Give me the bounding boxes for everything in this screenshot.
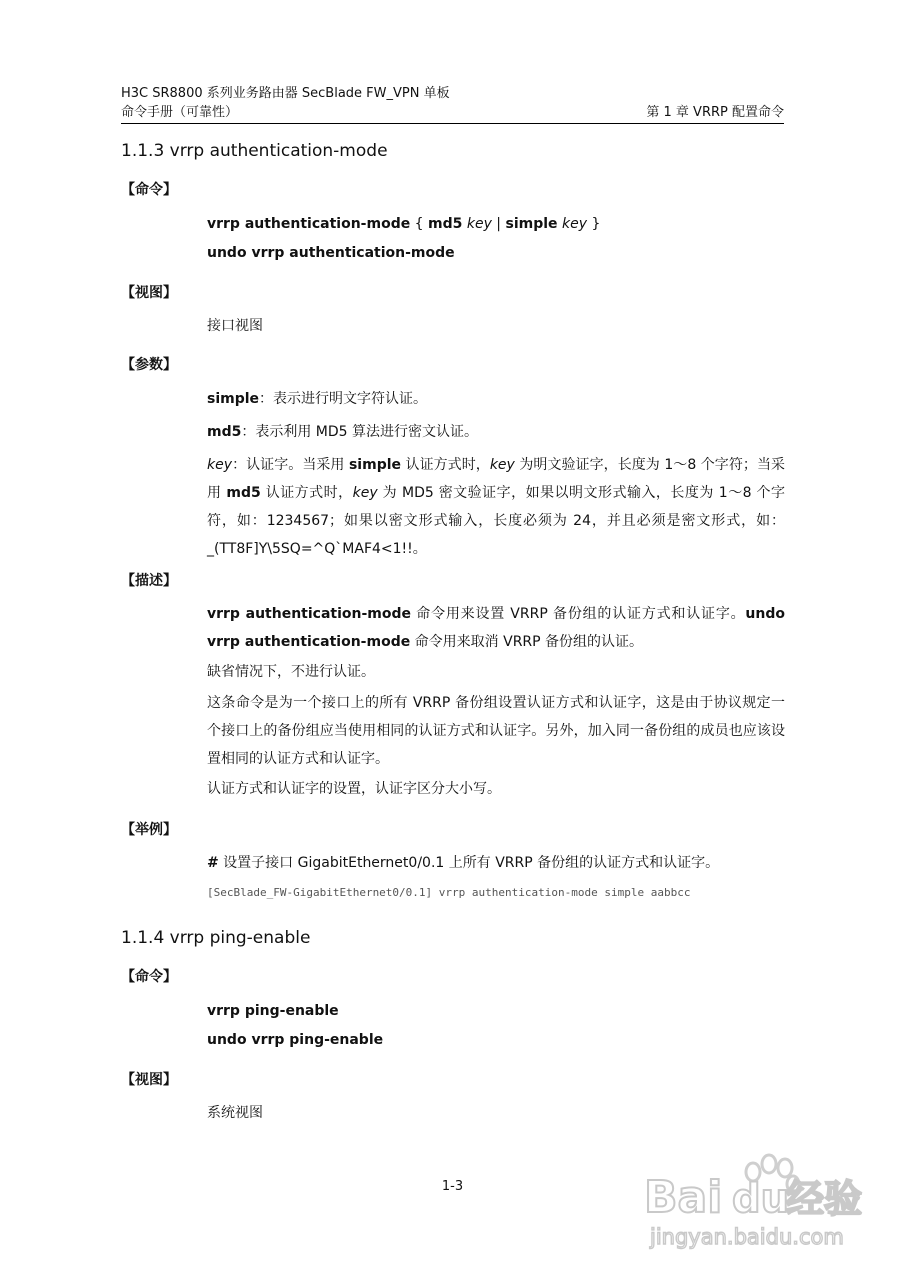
inline-keyword: undo vrrp authentication-mode xyxy=(207,606,785,650)
view-text: 系统视图 xyxy=(207,1105,263,1121)
param-key xyxy=(207,451,785,563)
baidu-watermark-logo xyxy=(636,1140,876,1260)
syntax-punct: | xyxy=(491,216,506,232)
header-divider xyxy=(121,123,784,124)
param-desc: 为 MD5 密文验证字，如果以明文形式输入，长度为 1～8 个字符，如：1234567；如果以密文形式输入，长度必须为 24，并且必须是密文形式，如：_(TT8F]Y\5SQ=^Q`MAF4<1!!。 xyxy=(207,485,785,557)
comment-text: 设置子接口 GigabitEthernet0/0.1 上所有 VRRP 备份组的认证方式和认证字。 xyxy=(218,855,720,871)
description-label: 【描述】 xyxy=(121,573,177,589)
watermark-brand-du: du xyxy=(732,1176,790,1222)
undo-command: undo vrrp ping-enable xyxy=(207,1032,384,1048)
param-desc: ：表示利用 MD5 算法进行密文认证。 xyxy=(241,424,479,440)
example-label: 【举例】 xyxy=(121,822,177,838)
header-chapter: 第 1 章 VRRP 配置命令 xyxy=(646,105,784,120)
view-text: 接口视图 xyxy=(207,318,263,334)
example-comment xyxy=(207,853,785,873)
key-argument: key xyxy=(561,216,587,232)
command-label: 【命令】 xyxy=(121,182,177,198)
param-desc: 认证方式时， xyxy=(401,457,490,473)
md5-keyword: md5 xyxy=(428,216,463,232)
inline-keyword: key xyxy=(489,457,515,473)
undo-command: undo vrrp authentication-mode xyxy=(207,245,455,261)
description-para-3: 这条命令是为一个接口上的所有 VRRP 备份组设置认证方式和认证字，这是由于协议规定一个接口上的备份组应当使用相同的认证方式和认证字。另外，加入同一备份组的成员也应该设置相同的认证方式和认证字。 xyxy=(207,695,785,767)
header-title: H3C SR8800 系列业务路由器 SecBlade FW_VPN 单板 xyxy=(121,86,450,101)
view-label: 【视图】 xyxy=(121,1072,177,1088)
param-keyword: simple xyxy=(207,391,260,407)
param-desc: 为明文验证字，长度为 1～8 个字符；当采用 xyxy=(207,457,786,501)
simple-keyword: simple xyxy=(505,216,558,232)
param-simple xyxy=(207,389,785,409)
watermark-brand-latin: Bai xyxy=(644,1172,723,1223)
watermark-brand-cn: 经验 xyxy=(786,1177,863,1221)
param-md5 xyxy=(207,422,785,442)
watermark-url: jingyan.baidu.com xyxy=(650,1225,844,1249)
param-keyword: key xyxy=(207,457,233,473)
desc-text: 命令用来设置 VRRP 备份组的认证方式和认证字。 xyxy=(411,606,746,622)
inline-keyword: key xyxy=(352,485,378,501)
section-heading-1-1-4: 1.1.4 vrrp ping-enable xyxy=(121,928,311,948)
inline-keyword: vrrp authentication-mode xyxy=(207,606,412,622)
param-desc: ：认证字。当采用 xyxy=(232,457,349,473)
key-argument: key xyxy=(466,216,492,232)
view-label: 【视图】 xyxy=(121,285,177,301)
page-number: 1-3 xyxy=(441,1179,464,1194)
command-syntax xyxy=(207,214,785,234)
command-syntax: vrrp ping-enable xyxy=(207,1003,339,1019)
syntax-punct: { xyxy=(410,216,429,232)
section-heading-1-1-3: 1.1.3 vrrp authentication-mode xyxy=(121,141,388,161)
description-para-2: 缺省情况下，不进行认证。 xyxy=(207,664,375,680)
inline-keyword: simple xyxy=(348,457,402,473)
inline-keyword: md5 xyxy=(226,485,261,501)
command-label: 【命令】 xyxy=(121,969,177,985)
description-para-1 xyxy=(207,600,785,656)
param-keyword: md5 xyxy=(207,424,242,440)
command-keyword: vrrp authentication-mode xyxy=(207,216,411,232)
param-desc: 认证方式时， xyxy=(260,485,353,501)
description-para-4: 认证方式和认证字的设置，认证字区分大小写。 xyxy=(207,781,501,797)
header-subtitle: 命令手册（可靠性） xyxy=(121,105,239,120)
comment-hash: # xyxy=(207,855,219,871)
parameter-label: 【参数】 xyxy=(121,357,177,373)
desc-text: 命令用来取消 VRRP 备份组的认证。 xyxy=(410,634,644,650)
param-desc: ：表示进行明文字符认证。 xyxy=(259,391,428,407)
example-code: [SecBlade_FW-GigabitEthernet0/0.1] vrrp authentication-mode simple aabbcc xyxy=(207,886,691,899)
syntax-punct: } xyxy=(587,216,601,232)
